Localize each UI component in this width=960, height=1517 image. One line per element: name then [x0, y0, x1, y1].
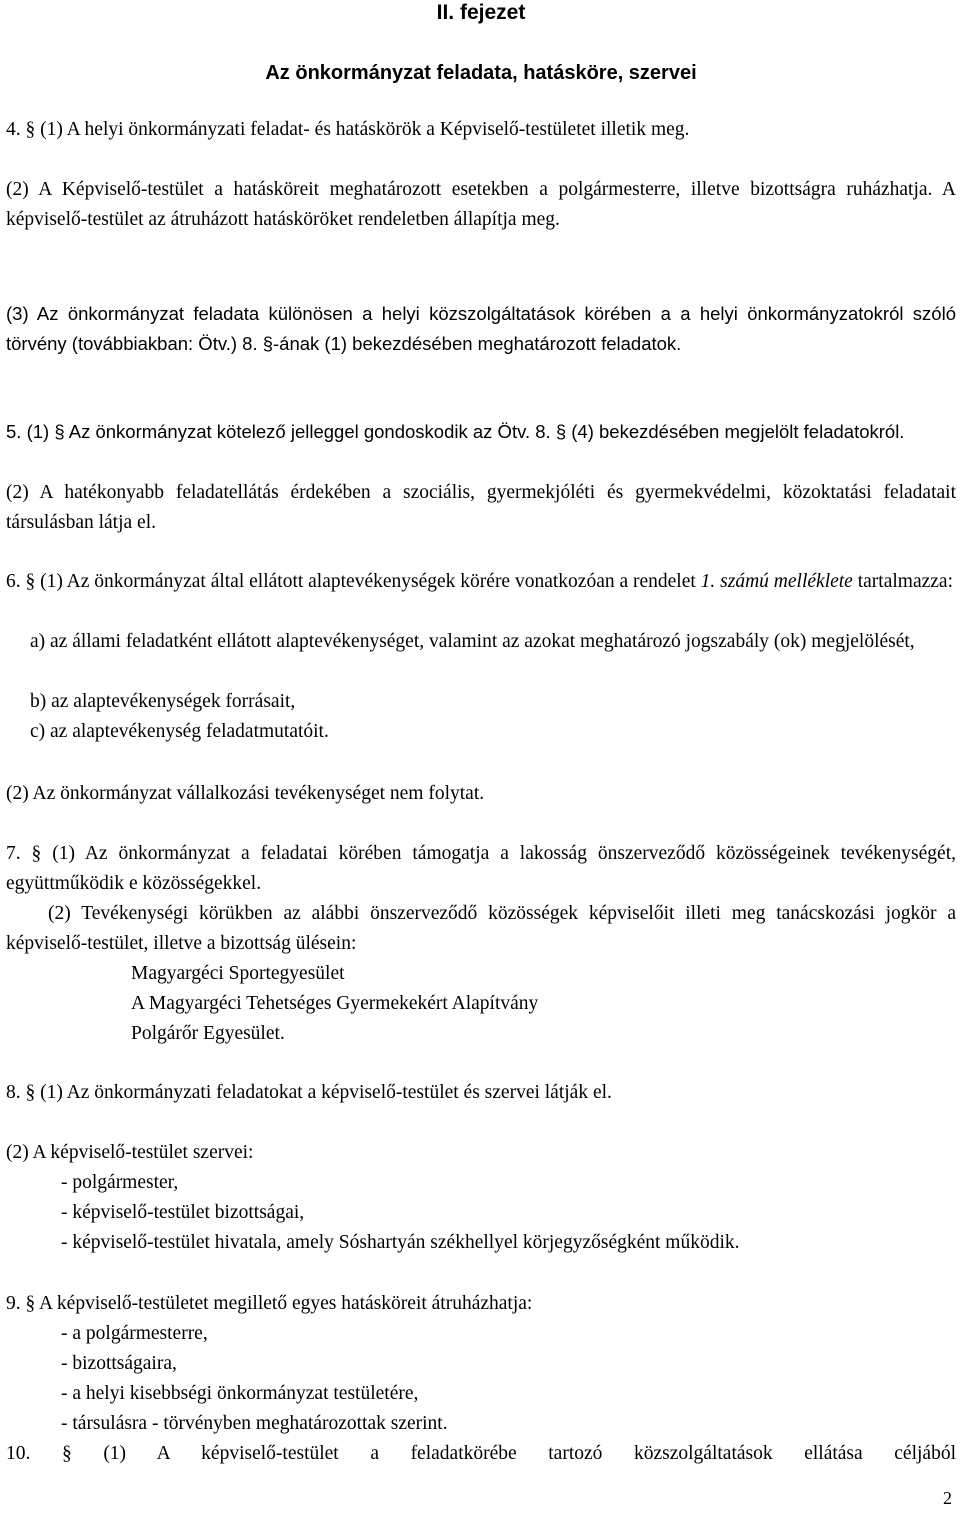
section-9-paragraph-1: 9. § A képviselő-testületet megillető egyes hatásköreit átruházhatja: — [6, 1293, 533, 1314]
section-7-paragraph-1: 7. § (1) Az önkormányzat a feladatai körében támogatja a lakosság önszerveződő közösségeinek tevékenységét, együttműködik e közösségekkel. — [6, 843, 956, 894]
section-6-paragraph-1 — [6, 567, 956, 597]
section-8-paragraph-1: 8. § (1) Az önkormányzati feladatokat a képviselő-testület és szervei látják el. — [6, 1082, 612, 1103]
page-number: 2 — [943, 1488, 952, 1508]
section-6-tail: tartalmazza: — [857, 571, 953, 592]
chapter-title: Az önkormányzat feladata, hatásköre, szervei — [265, 62, 697, 84]
section-6-item-c: c) az alaptevékenység feladatmutatóit. — [30, 721, 329, 742]
section-5-paragraph-1: 5. (1) § Az önkormányzat kötelező jelleggel gondoskodik az Ötv. 8. § (4) bekezdésében megjelölt feladatokról. — [6, 421, 905, 442]
list-item: - bizottságaira, — [61, 1353, 177, 1374]
section-6-lead: 6. § (1) Az önkormányzat által ellátott alaptevékenységek körére vonatkozóan a rendelet — [6, 571, 696, 592]
section-10-paragraph-1: 10. § (1) A képviselő-testület a feladatkörébe tartozó közszolgáltatások ellátása céljából — [6, 1443, 956, 1464]
list-item: - társulásra - törvényben meghatározottak szerint. — [61, 1413, 448, 1434]
section-6-paragraph-2: (2) Az önkormányzat vállalkozási tevékenységet nem folytat. — [6, 783, 485, 804]
section-6-item-b: b) az alaptevékenységek forrásait, — [30, 691, 296, 712]
section-6-item-a — [6, 627, 956, 657]
section-4-paragraph-3: (3) Az önkormányzat feladata különösen a helyi közszolgáltatások körében a a helyi önkormányzatokról szóló törvény (továbbiakban: Ötv.) 8. §-ának (1) bekezdésében meghatározott feladatok. — [6, 303, 956, 354]
organization-item: Magyargéci Sportegyesület — [131, 963, 345, 984]
chapter-heading: II. fejezet — [436, 1, 526, 24]
annex-reference: 1. számú melléklete — [700, 571, 853, 592]
organization-item: Polgárőr Egyesület. — [131, 1023, 285, 1044]
section-4-paragraph-2: (2) A Képviselő-testület a hatásköreit meghatározott esetekben a polgármesterre, illetve bizottságra ruházhatja. A képviselő-testület az átruházott hatásköröket rendeletben állapítja meg. — [6, 179, 956, 230]
organization-item: A Magyargéci Tehetséges Gyermekekért Alapítvány — [131, 993, 539, 1014]
list-item: - a helyi kisebbségi önkormányzat testületére, — [61, 1383, 419, 1404]
section-4-paragraph-1: 4. § (1) A helyi önkormányzati feladat- és hatáskörök a Képviselő-testületet illetik meg. — [6, 119, 690, 140]
list-item: - képviselő-testület hivatala, amely Sóshartyán székhellyel körjegyzőségként működik. — [61, 1232, 740, 1253]
section-7-paragraph-2: (2) Tevékenységi körükben az alábbi önszerveződő közösségek képviselőit illeti meg tanácskozási jogkör a képviselő-testület, illetve a bizottság ülésein: — [6, 903, 956, 954]
section-5-paragraph-2: (2) A hatékonyabb feladatellátás érdekében a szociális, gyermekjóléti és gyermekvédelmi, közoktatási feladatait társulásban látja el. — [6, 482, 956, 533]
section-8-paragraph-2: (2) A képviselő-testület szervei: — [6, 1142, 254, 1163]
list-item: - képviselő-testület bizottságai, — [61, 1202, 305, 1223]
list-item: a) az állami feladatként ellátott alaptevékenységet, valamint az azokat meghatározó jogszabály (ok) megjelölését, — [30, 631, 915, 652]
list-item: - a polgármesterre, — [61, 1323, 208, 1344]
list-item: - polgármester, — [61, 1172, 179, 1193]
